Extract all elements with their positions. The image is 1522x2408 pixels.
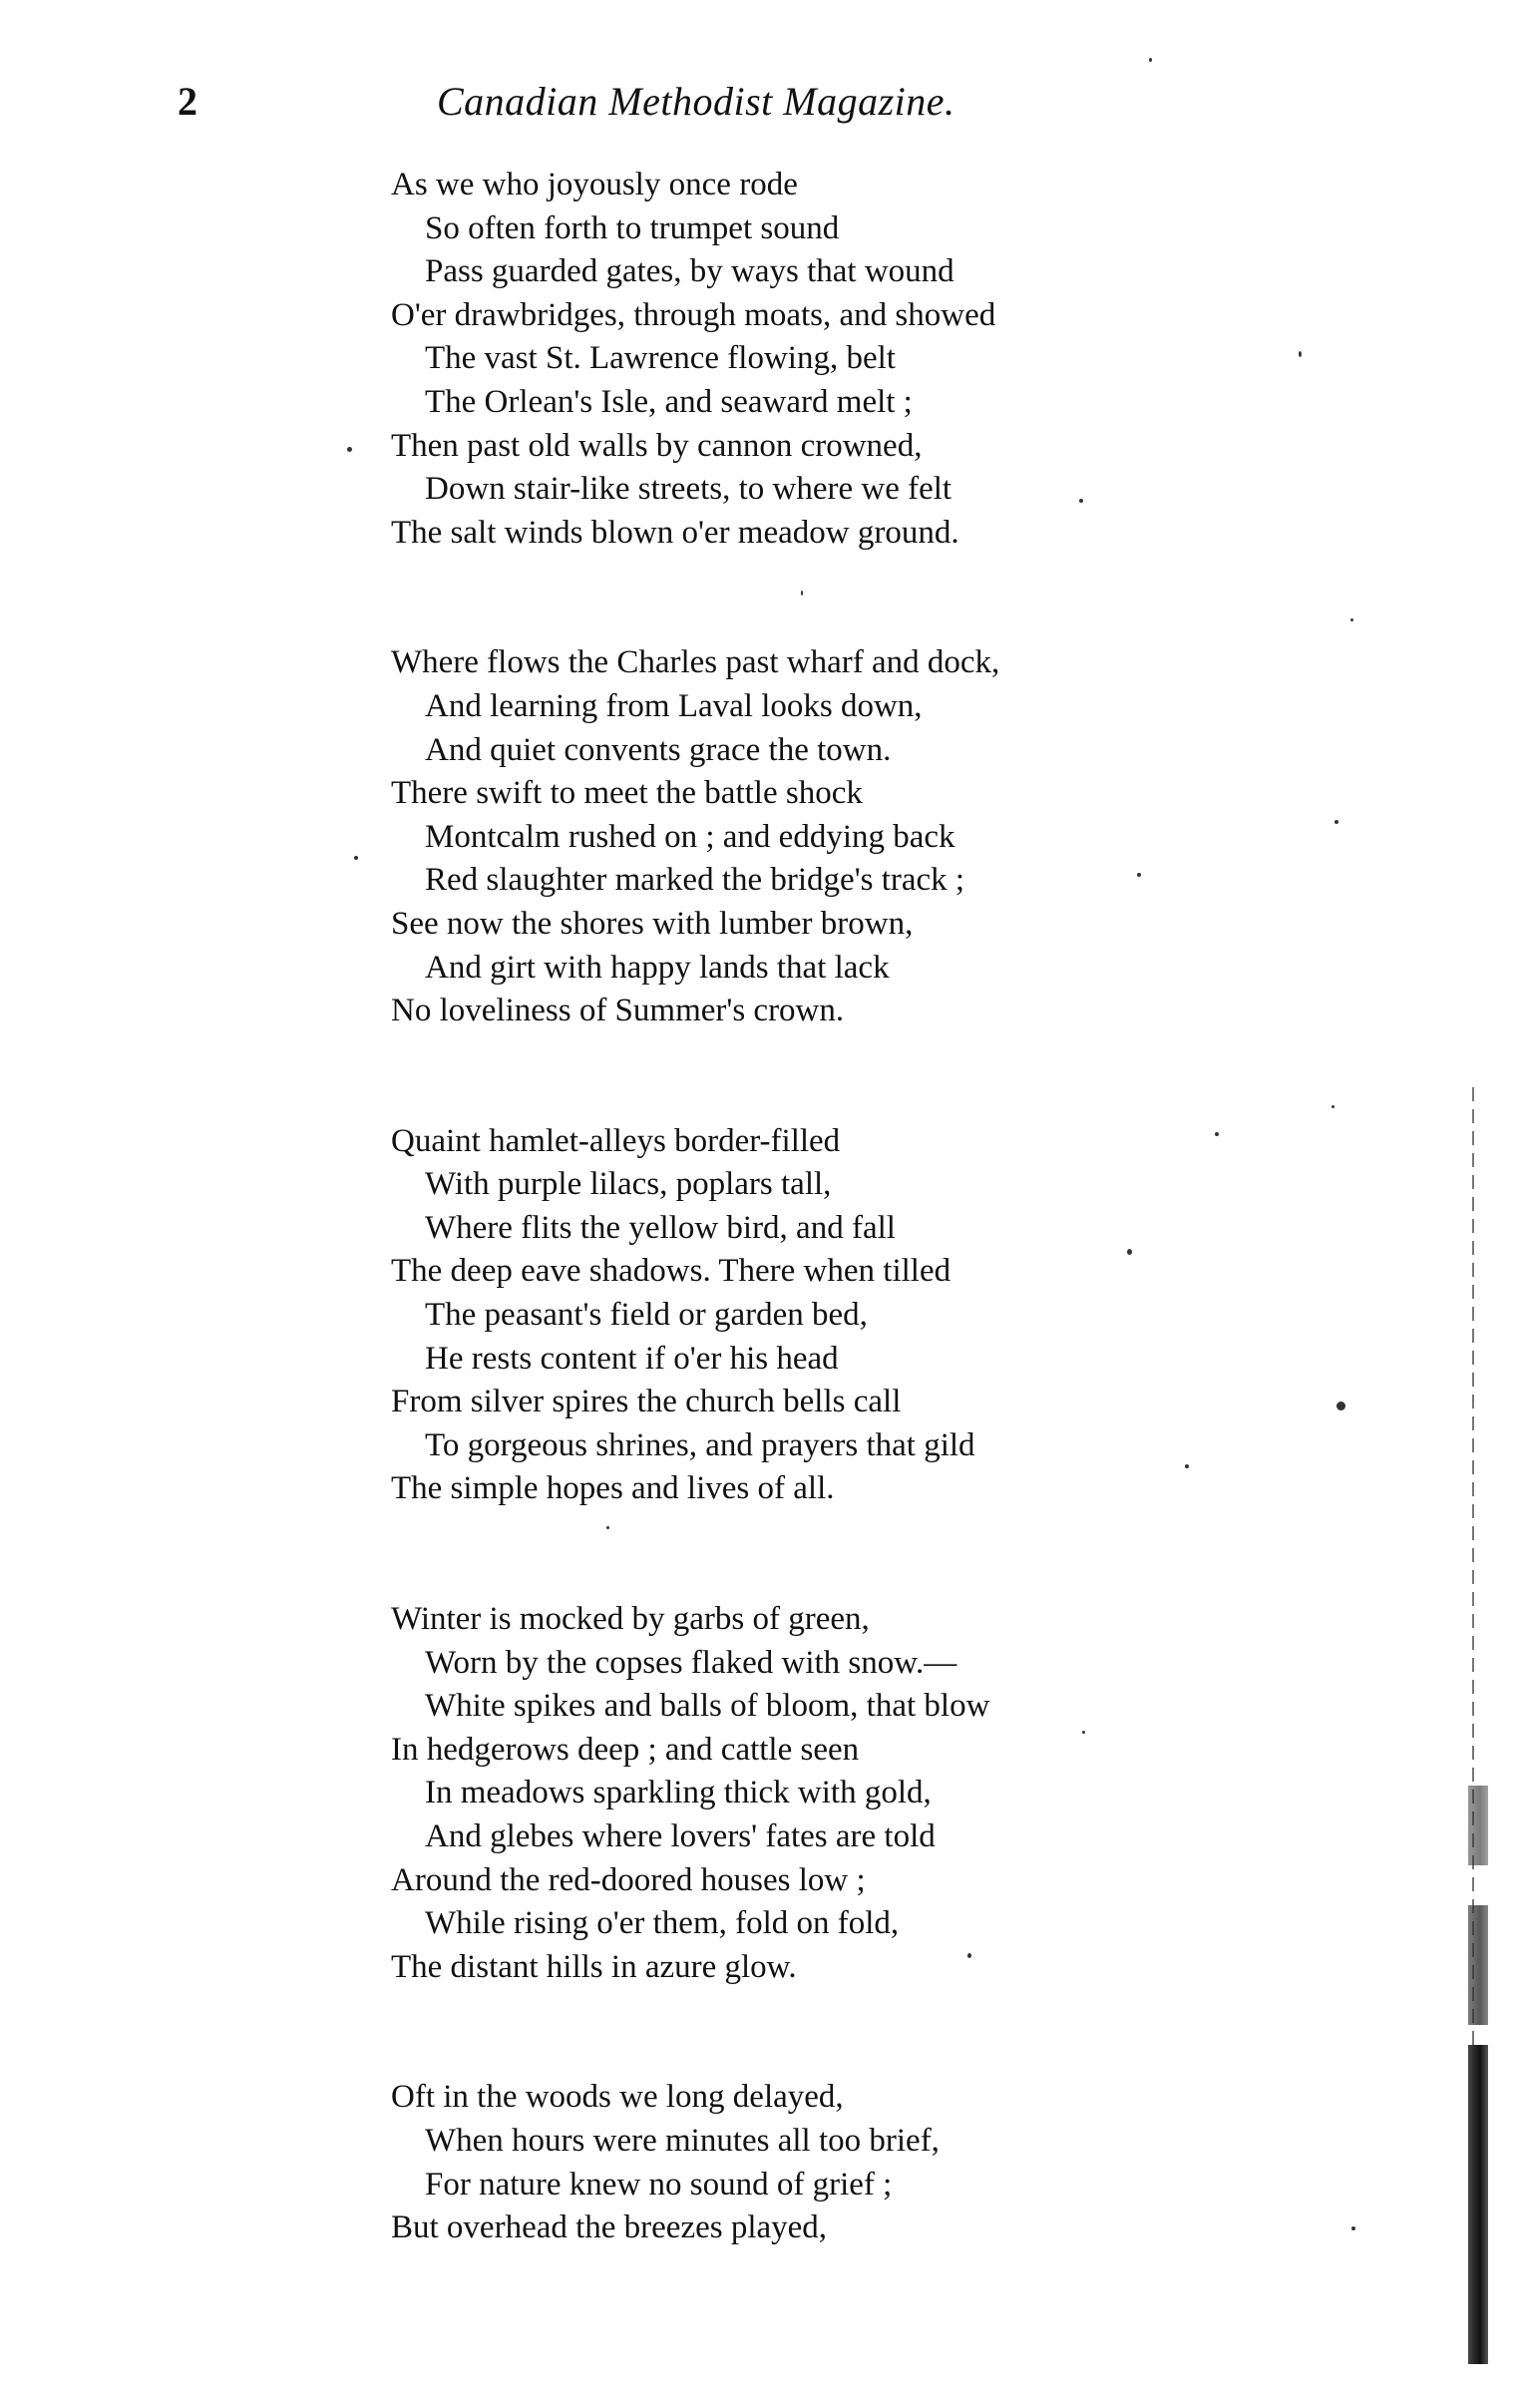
scan-speck <box>1185 1464 1189 1468</box>
poem-line: So often forth to trumpet sound <box>425 209 840 246</box>
poem-line: The Orlean's Isle, and seaward melt ; <box>425 383 913 420</box>
scan-speck <box>1332 1105 1334 1108</box>
poem-line: See now the shores with lumber brown, <box>391 905 914 942</box>
poem-line: Montcalm rushed on ; and eddying back <box>425 818 955 855</box>
scan-speck <box>1351 2226 1355 2230</box>
stanza <box>391 1120 1289 1511</box>
page-number: 2 <box>178 79 197 124</box>
poem-line: The peasant's field or garden bed, <box>425 1297 868 1334</box>
poem-line: In meadows sparkling thick with gold, <box>425 1775 932 1811</box>
poem-line: The deep eave shadows. There when tilled <box>391 1253 951 1290</box>
poem-line: But overhead the breezes played, <box>391 2209 828 2246</box>
poem-line: No loveliness of Summer's crown. <box>391 993 845 1029</box>
poem-line: And quiet convents grace the town. <box>425 731 892 768</box>
poem-line: The salt winds blown o'er meadow ground. <box>391 514 959 551</box>
poem-line: For nature knew no sound of grief ; <box>425 2166 893 2203</box>
binding-shadow <box>1468 1786 1488 1865</box>
poem-line: The simple hopes and lives of all. <box>391 1470 835 1507</box>
scan-speck <box>1082 1731 1085 1734</box>
binding-shadow <box>1468 2045 1488 2364</box>
stanza <box>391 2076 1289 2249</box>
scan-speck <box>1299 351 1302 357</box>
poem-line: From silver spires the church bells call <box>391 1384 902 1420</box>
poem-line: O'er drawbridges, through moats, and showed <box>391 296 996 333</box>
scan-speck <box>1334 820 1338 824</box>
scan-speck <box>1127 1249 1132 1255</box>
scan-speck <box>606 1526 609 1529</box>
scan-speck <box>1149 58 1152 62</box>
poem-line: There swift to meet the battle shock <box>391 775 863 812</box>
poem-line: He rests content if o'er his head <box>425 1340 839 1377</box>
poem-line: And learning from Laval looks down, <box>425 687 923 724</box>
scan-speck <box>1350 618 1353 621</box>
poem-line: White spikes and balls of bloom, that blow <box>425 1688 990 1725</box>
poem-line: Then past old walls by cannon crowned, <box>391 427 923 464</box>
binding-edge <box>1464 1087 1490 2364</box>
poem-line: While rising o'er them, fold on fold, <box>425 1905 900 1942</box>
poem-line: And glebes where lovers' fates are told <box>425 1818 936 1854</box>
poem-line: Around the red-doored houses low ; <box>391 1861 866 1898</box>
poem-line: Red slaughter marked the bridge's track ; <box>425 862 965 899</box>
poem-line: Down stair-like streets, to where we felt <box>425 471 952 508</box>
binding-shadow <box>1468 1905 1488 2025</box>
poem-line: The vast St. Lawrence flowing, belt <box>425 340 896 377</box>
scan-speck <box>1137 873 1141 877</box>
scan-speck <box>1336 1402 1345 1410</box>
scan-speck <box>801 591 803 596</box>
poem-line: Pass guarded gates, by ways that wound <box>425 253 954 290</box>
scan-speck <box>967 1953 971 1958</box>
poem-line: With purple lilacs, poplars tall, <box>425 1166 832 1203</box>
poem-line: Oft in the woods we long delayed, <box>391 2079 844 2116</box>
stanza <box>391 164 1289 555</box>
poem <box>391 164 1289 2250</box>
scan-speck <box>347 447 352 452</box>
poem-line: Where flits the yellow bird, and fall <box>425 1209 896 1246</box>
stanza <box>391 1598 1289 1989</box>
scan-speck <box>354 856 358 860</box>
poem-line: Quaint hamlet-alleys border-filled <box>391 1122 841 1159</box>
scan-speck <box>1215 1132 1219 1136</box>
poem-line: The distant hills in azure glow. <box>391 1948 797 1985</box>
poem-line: Winter is mocked by garbs of green, <box>391 1601 870 1638</box>
poem-line: Where flows the Charles past wharf and dock, <box>391 644 1000 681</box>
poem-line: When hours were minutes all too brief, <box>425 2122 940 2159</box>
stanza <box>391 641 1289 1032</box>
poem-line: As we who joyously once rode <box>391 167 798 202</box>
poem-line: To gorgeous shrines, and prayers that gild <box>425 1426 975 1463</box>
poem-line: And girt with happy lands that lack <box>425 949 890 986</box>
poem-line: Worn by the copses flaked with snow.— <box>425 1644 957 1681</box>
scan-speck <box>1079 499 1083 503</box>
running-title: Canadian Methodist Magazine. <box>437 79 955 124</box>
poem-line: In hedgerows deep ; and cattle seen <box>391 1731 860 1768</box>
